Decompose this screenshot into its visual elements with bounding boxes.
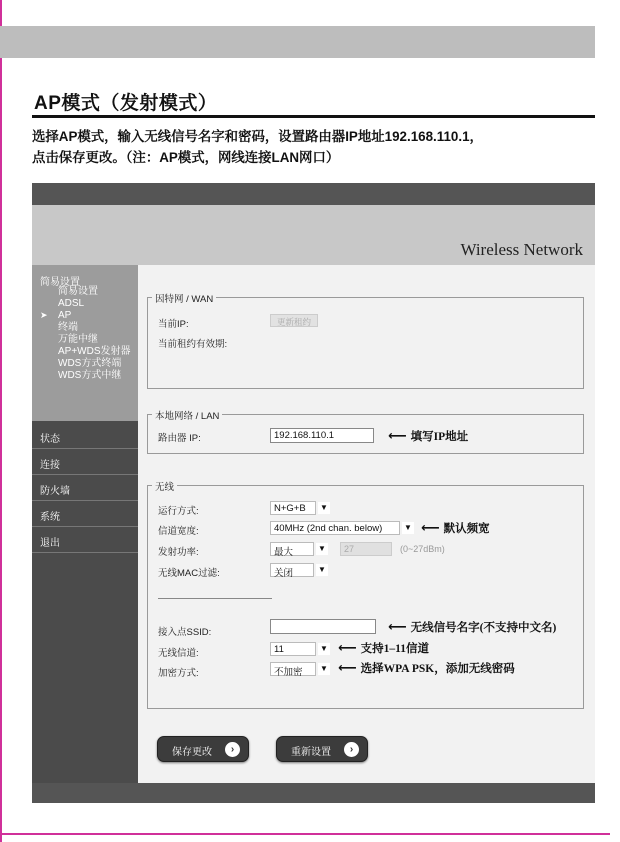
left-arrow-icon: ⟵ [421,521,440,536]
reset-label: 重新设置 [291,747,331,758]
channel-select[interactable]: 11 [270,642,316,656]
annotation-bandwidth-text: 默认频宽 [443,523,490,535]
nav-system[interactable]: 系统 [32,501,138,527]
wan-lease-label: 当前租约有效期: [158,339,228,350]
power-range-hint: (0~27dBm) [400,544,445,554]
reset-button[interactable] [276,736,368,762]
menu-head-easy-setup[interactable]: 简易设置 [40,277,80,288]
chevron-right-icon: › [344,742,359,757]
submenu-terminal[interactable]: 终端 [58,322,78,333]
mode-select[interactable]: N+G+B [270,501,316,515]
submenu-easy-setup[interactable]: 简易设置 [58,286,98,297]
encryption-select[interactable]: 不加密 [270,662,316,676]
annotation-ssid-text: 无线信号名字(不支持中文名) [410,622,557,634]
router-bottom-bar [32,783,595,803]
wireless-legend: 无线 [152,479,177,493]
nav-logout[interactable]: 退出 [32,527,138,553]
router-screenshot [32,183,595,803]
submenu-wds-terminal[interactable]: WDS方式终端 [58,358,122,369]
annotation-ip-text: 填写IP地址 [410,431,469,443]
page-margin-line [0,0,2,842]
chevron-down-icon[interactable]: ▼ [318,643,330,655]
ssid-input[interactable] [270,619,376,634]
bandwidth-label: 信道宽度: [158,526,199,537]
divider [158,598,272,599]
power-number-input[interactable]: 27 [340,542,392,556]
left-arrow-icon: ⟵ [338,641,357,656]
chevron-down-icon[interactable]: ▼ [316,564,328,576]
save-changes-label: 保存更改 [172,747,212,758]
encryption-label: 加密方式: [158,668,199,679]
annotation-ip [388,428,468,444]
annotation-channel [338,640,429,656]
submenu-universal-repeater[interactable]: 万能中继 [58,334,98,345]
wan-legend: 因特网 / WAN [152,291,216,305]
intro-line-1: 选择AP模式，输入无线信号名字和密码，设置路由器IP地址192.168.110.1， [32,129,483,144]
submenu-ap-wds[interactable]: AP+WDS发射器 [58,346,131,357]
mac-filter-label: 无线MAC过滤: [158,568,220,579]
header-bar [0,26,595,58]
left-arrow-icon: ⟵ [388,429,407,444]
left-arrow-icon: ⟵ [338,661,357,676]
mac-filter-select[interactable]: 关闭 [270,563,314,577]
submenu-ap[interactable]: AP [58,310,72,321]
chevron-down-icon[interactable]: ▼ [318,502,330,514]
channel-label: 无线信道: [158,648,199,659]
router-ip-input[interactable]: 192.168.110.1 [270,428,374,443]
annotation-channel-text: 支持1–11信道 [360,643,430,655]
pointer-arrow-icon: ➤ [40,310,48,320]
nav-connection[interactable]: 连接 [32,449,138,475]
router-brand: Wireless Network [460,240,583,259]
nav-firewall[interactable]: 防火墙 [32,475,138,501]
chevron-down-icon[interactable]: ▼ [402,522,414,534]
power-label: 发射功率: [158,547,199,558]
renew-lease-button[interactable]: 更新租约 [270,314,318,327]
left-arrow-icon: ⟵ [388,620,407,635]
lan-legend: 本地网络 / LAN [152,408,222,422]
bandwidth-select[interactable]: 40MHz (2nd chan. below) [270,521,400,535]
intro-text [32,126,483,168]
save-changes-button[interactable] [157,736,249,762]
mode-label: 运行方式: [158,506,199,517]
intro-line-2: 点击保存更改。（注：AP模式，网线连接LAN网口） [32,150,340,165]
wan-current-ip-label: 当前IP: [158,319,189,330]
power-select[interactable]: 最大 [270,542,314,556]
annotation-encryption-text: 选择WPA PSK，添加无线密码 [360,663,515,675]
annotation-bandwidth [421,520,490,536]
chevron-down-icon[interactable]: ▼ [316,543,328,555]
page-bottom-line [0,833,610,835]
chevron-right-icon: › [225,742,240,757]
submenu-wds-repeater[interactable]: WDS方式中继 [58,370,122,381]
router-top-bar [32,183,595,205]
router-ip-label: 路由器 IP: [158,433,201,444]
submenu-adsl[interactable]: ADSL [58,298,85,309]
chevron-down-icon[interactable]: ▼ [318,663,330,675]
nav-status[interactable]: 状态 [32,423,138,449]
title-rule [32,115,595,118]
section-title: AP模式（发射模式） [34,93,218,114]
annotation-encryption [338,660,515,676]
annotation-ssid [388,619,556,635]
ssid-label: 接入点SSID: [158,627,212,638]
